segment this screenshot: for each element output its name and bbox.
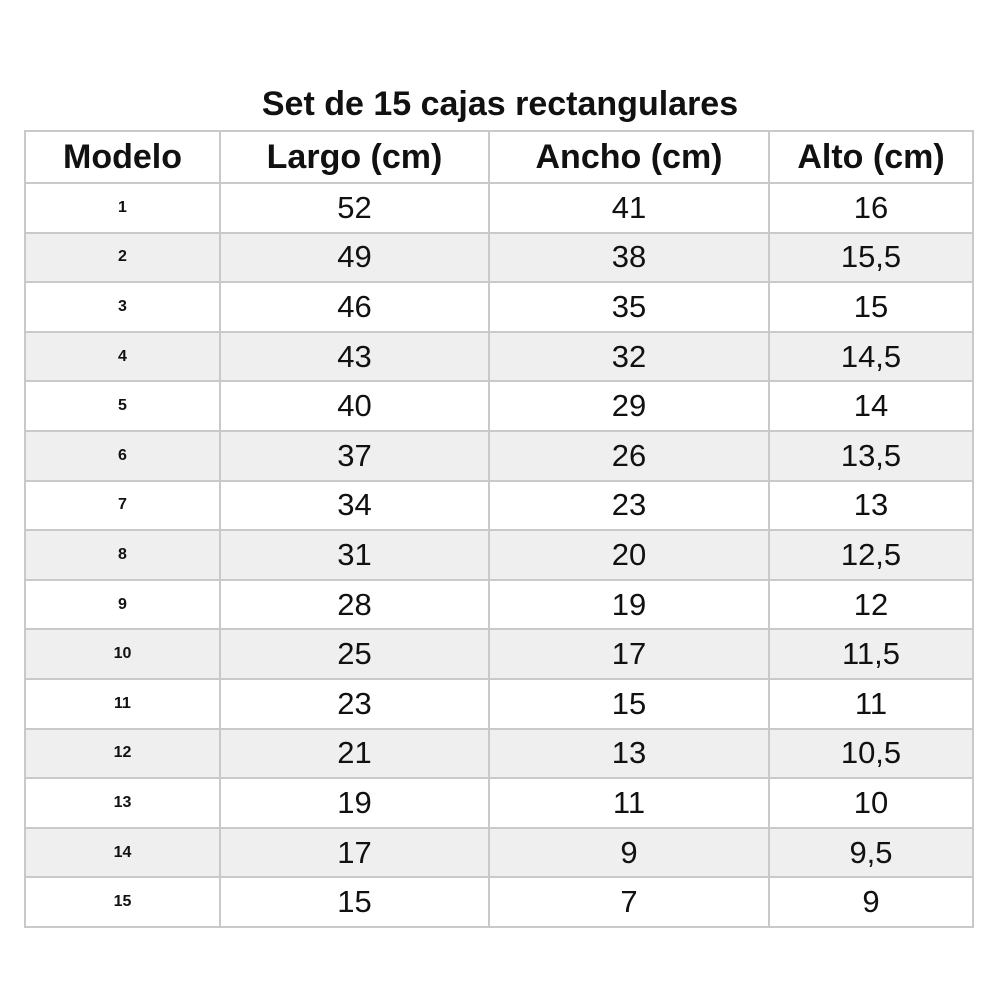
cell-alto: 12: [769, 580, 973, 630]
cell-largo: 15: [220, 877, 489, 927]
cell-largo: 37: [220, 431, 489, 481]
cell-alto: 10,5: [769, 729, 973, 779]
cell-alto: 13: [769, 481, 973, 531]
cell-largo: 28: [220, 580, 489, 630]
table-body: [25, 183, 973, 927]
cell-largo: 17: [220, 828, 489, 878]
cell-alto: 14: [769, 381, 973, 431]
cell-alto: 16: [769, 183, 973, 233]
cell-alto: 11,5: [769, 629, 973, 679]
cell-ancho: 32: [489, 332, 769, 382]
header-ancho: Ancho (cm): [489, 131, 769, 183]
cell-modelo: 12: [25, 729, 220, 779]
table-row: [25, 481, 973, 531]
cell-ancho: 29: [489, 381, 769, 431]
cell-largo: 49: [220, 233, 489, 283]
cell-ancho: 20: [489, 530, 769, 580]
cell-modelo: 2: [25, 233, 220, 283]
cell-modelo: 8: [25, 530, 220, 580]
table-row: [25, 431, 973, 481]
cell-alto: 10: [769, 778, 973, 828]
cell-largo: 40: [220, 381, 489, 431]
table-row: [25, 729, 973, 779]
cell-largo: 43: [220, 332, 489, 382]
table-row: [25, 233, 973, 283]
cell-modelo: 7: [25, 481, 220, 531]
header-row: [25, 131, 973, 183]
cell-largo: 23: [220, 679, 489, 729]
cell-alto: 9,5: [769, 828, 973, 878]
boxes-table: [24, 130, 974, 928]
cell-largo: 46: [220, 282, 489, 332]
table-row: [25, 580, 973, 630]
table-row: [25, 679, 973, 729]
table-row: [25, 332, 973, 382]
header-alto: Alto (cm): [769, 131, 973, 183]
cell-ancho: 13: [489, 729, 769, 779]
cell-modelo: 10: [25, 629, 220, 679]
cell-modelo: 3: [25, 282, 220, 332]
cell-modelo: 6: [25, 431, 220, 481]
cell-alto: 13,5: [769, 431, 973, 481]
table-row: [25, 877, 973, 927]
cell-ancho: 9: [489, 828, 769, 878]
cell-ancho: 41: [489, 183, 769, 233]
cell-ancho: 7: [489, 877, 769, 927]
header-largo: Largo (cm): [220, 131, 489, 183]
cell-largo: 34: [220, 481, 489, 531]
cell-largo: 31: [220, 530, 489, 580]
cell-alto: 14,5: [769, 332, 973, 382]
header-modelo: Modelo: [25, 131, 220, 183]
cell-modelo: 13: [25, 778, 220, 828]
table-row: [25, 282, 973, 332]
cell-alto: 9: [769, 877, 973, 927]
cell-ancho: 15: [489, 679, 769, 729]
cell-ancho: 26: [489, 431, 769, 481]
table-row: [25, 778, 973, 828]
cell-alto: 15: [769, 282, 973, 332]
cell-largo: 25: [220, 629, 489, 679]
cell-modelo: 4: [25, 332, 220, 382]
cell-modelo: 11: [25, 679, 220, 729]
cell-alto: 12,5: [769, 530, 973, 580]
table-row: [25, 530, 973, 580]
table-row: [25, 183, 973, 233]
cell-modelo: 1: [25, 183, 220, 233]
cell-alto: 11: [769, 679, 973, 729]
cell-alto: 15,5: [769, 233, 973, 283]
table-row: [25, 629, 973, 679]
cell-modelo: 14: [25, 828, 220, 878]
cell-largo: 52: [220, 183, 489, 233]
cell-ancho: 35: [489, 282, 769, 332]
table-row: [25, 381, 973, 431]
cell-largo: 19: [220, 778, 489, 828]
cell-ancho: 17: [489, 629, 769, 679]
cell-ancho: 23: [489, 481, 769, 531]
cell-modelo: 15: [25, 877, 220, 927]
cell-modelo: 9: [25, 580, 220, 630]
cell-modelo: 5: [25, 381, 220, 431]
cell-ancho: 11: [489, 778, 769, 828]
cell-largo: 21: [220, 729, 489, 779]
table-row: [25, 828, 973, 878]
cell-ancho: 19: [489, 580, 769, 630]
table-title: Set de 15 cajas rectangulares: [261, 85, 739, 123]
cell-ancho: 38: [489, 233, 769, 283]
